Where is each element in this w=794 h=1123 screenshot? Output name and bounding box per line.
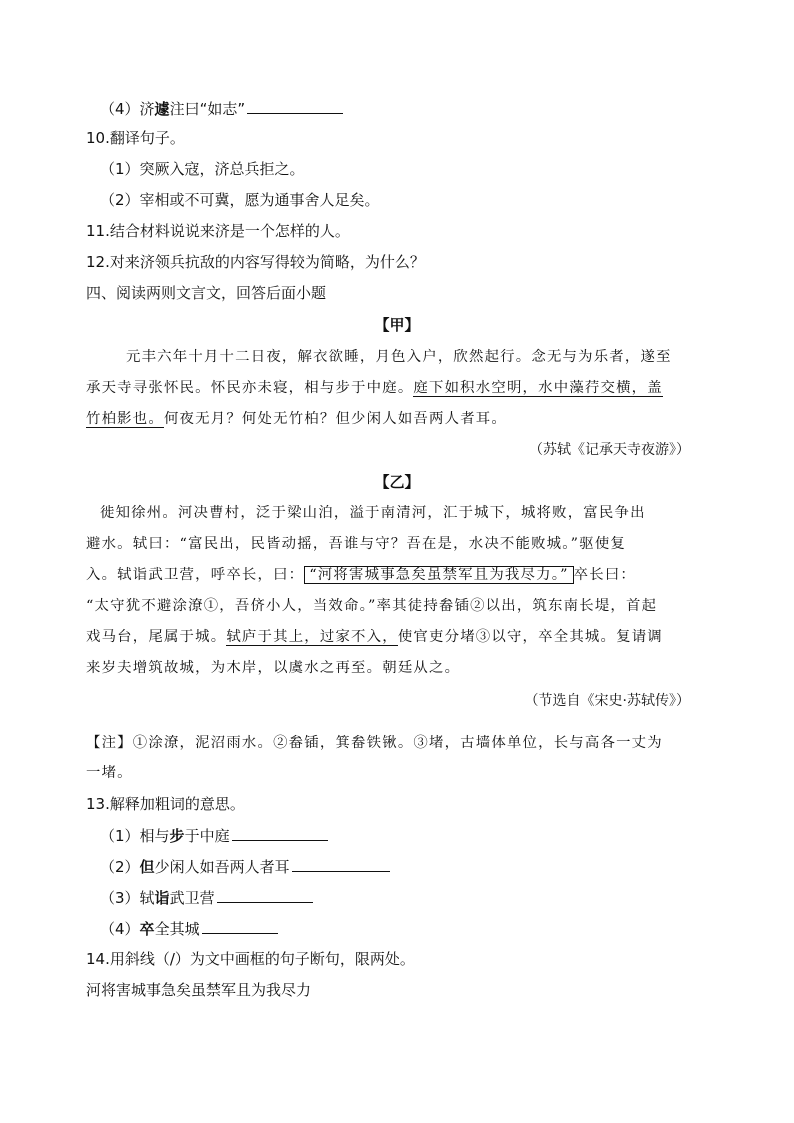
q10-sentence-2: （2）宰相或不可冀，愿为通事舍人足矣。: [100, 191, 380, 209]
bold-word: 卒: [139, 920, 155, 938]
passage-yi-heading: 【乙】: [374, 473, 420, 491]
note-line-1: 【注】①涂潦，泥沼雨水。②畚锸，箕畚铁锹。③堵，古墙体单位，长与高各一丈为: [86, 735, 663, 751]
q11-question: 11.结合材料说说来济是一个怎样的人。: [86, 222, 350, 240]
q10-title: 10.翻译句子。: [86, 129, 185, 147]
q13-item-3: （3）轼诣武卫营: [100, 885, 313, 910]
passage-yi-line-3: 入。轼诣武卫营，呼卒长，曰： “河将害城事急矣虽禁军且为我尽力。” 卒长曰：: [86, 567, 637, 583]
bold-word: 但: [139, 858, 155, 876]
passage-jia-source: （苏轼《记承天寺夜游》）: [529, 442, 690, 458]
answer-blank[interactable]: [247, 96, 343, 114]
q14-title: 14.用斜线（/）为文中画框的句子断句，限两处。: [86, 950, 415, 968]
section-4-heading: 四、阅读两则文言文，回答后面小题: [86, 284, 327, 302]
underlined-sentence: 轼庐于其上，过家不入，: [226, 629, 398, 645]
passage-yi-line-6: 来岁夫增筑故城，为木岸，以虞水之再至。朝廷从之。: [86, 660, 461, 676]
q13-item-4: （4）卒全其城: [100, 916, 278, 941]
note-line-2: 一堵。: [86, 765, 133, 781]
underlined-sentence: 庭下如积水空明，水中藻荇交横，盖: [413, 380, 663, 396]
answer-blank[interactable]: [217, 885, 313, 903]
q14-sentence: 河将害城事急矣虽禁军且为我尽力: [86, 981, 312, 999]
bold-word: 遽: [154, 100, 170, 118]
q12-question: 12.对来济领兵抗敌的内容写得较为简略，为什么？: [86, 253, 425, 271]
passage-yi-line-5: 戏马台，尾属于城。轼庐于其上，过家不入，使官吏分堵③以守，卒全其城。复请调: [86, 629, 663, 645]
passage-jia-line-2: 承天寺寻张怀民。怀民亦未寝，相与步于中庭。庭下如积水空明，水中藻荇交横，盖: [86, 380, 663, 396]
passage-yi-source: （节选自《宋史·苏轼传》）: [524, 693, 690, 709]
q13-item-2: （2）但少闲人如吾两人者耳: [100, 854, 390, 879]
q13-title: 13.解释加粗词的意思。: [86, 795, 245, 813]
passage-jia-heading: 【甲】: [374, 316, 420, 334]
passage-jia-line-3: 竹柏影也。何夜无月？何处无竹柏？但少闲人如吾两人者耳。: [86, 411, 507, 427]
passage-yi-line-2: 避水。轼曰：“富民出，民皆动摇，吾谁与守？吾在是，水决不能败城。”驱使复: [86, 536, 626, 552]
answer-blank[interactable]: [232, 823, 328, 841]
bold-word: 诣: [154, 889, 170, 907]
bold-word: 步: [169, 827, 185, 845]
passage-yi-line-1: 徙知徐州。河决曹村，泛于梁山泊，溢于南清河，汇于城下，城将败，富民争出: [100, 505, 646, 521]
boxed-sentence: “河将害城事急矣虽禁军且为我尽力。”: [304, 566, 573, 584]
q10-sentence-1: （1）突厥入寇，济总兵拒之。: [100, 160, 305, 178]
passage-yi-line-4: “太守犹不避涂潦①，吾侪小人，当效命。”率其徒持畚锸②以出，筑东南长堤，首起: [86, 598, 658, 614]
answer-blank[interactable]: [202, 916, 278, 934]
answer-blank[interactable]: [292, 854, 390, 872]
passage-jia-line-1: 元丰六年十月十二日夜，解衣欲睡，月色入户，欣然起行。念无与为乐者，遂至: [126, 349, 672, 365]
q13-item-1: （1）相与步于中庭: [100, 823, 328, 848]
q9-item-4: （4）济遽注曰“如志”: [100, 96, 343, 121]
underlined-sentence: 竹柏影也。: [86, 411, 164, 427]
